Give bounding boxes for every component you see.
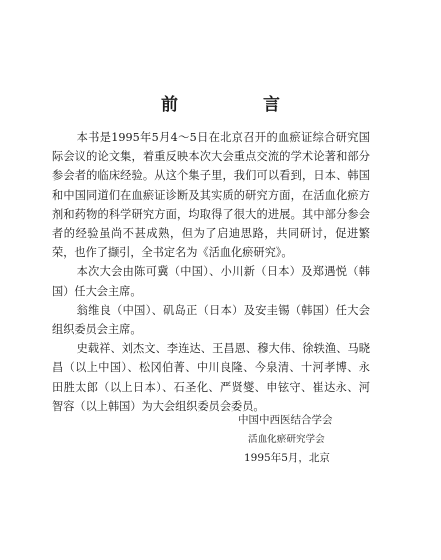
page-title: 前 言 (161, 95, 314, 115)
signature-committee: 活血化瘀研究学会 (248, 434, 325, 445)
paragraph-intro: 本书是1995年5月4～5日在北京召开的血瘀证综合研究国际会议的论文集，着重反映本次大会重点交流的学术论著和部分参会者的临床经验。从这个集子里，我们可以看到，日本、韩国和中国同道们在血瘀证诊断及其实质的研究方面，在活血化瘀方剂和药物的科学研究方面，均取得了很大的进展。其中部分参会者的经验虽尚不甚成熟，但为了启迪思路，共同研讨，促进繁荣，也作了撷引，全书定名为《活血化瘀研究》。 (52, 131, 370, 260)
signature-block (232, 411, 382, 468)
preface-body (52, 128, 370, 416)
signature-org: 中国中西医结合学会 (238, 414, 333, 426)
paragraph-chairs: 本次大会由陈可冀（中国）、小川新（日本）及郑遇悦（韩国）任大会主席。 (52, 265, 370, 298)
paragraph-org-chairs: 翁维良（中国）、矶岛正（日本）及安圭锡（韩国）任大会组织委员会主席。 (52, 303, 370, 337)
signature-date: 1995年5月，北京 (244, 452, 330, 464)
paragraph-members: 史载祥、刘杰文、李连达、王昌恩、穆大伟、徐轶渔、马晓昌（以上中国）、松冈伯菁、中川良隆、今泉清、十河孝博、永田胜太郎（以上日本）、石圣化、严贤燮、申铉守、崔达永、河智容（以上韩国）为大会组织委员会委员。 (52, 342, 370, 413)
